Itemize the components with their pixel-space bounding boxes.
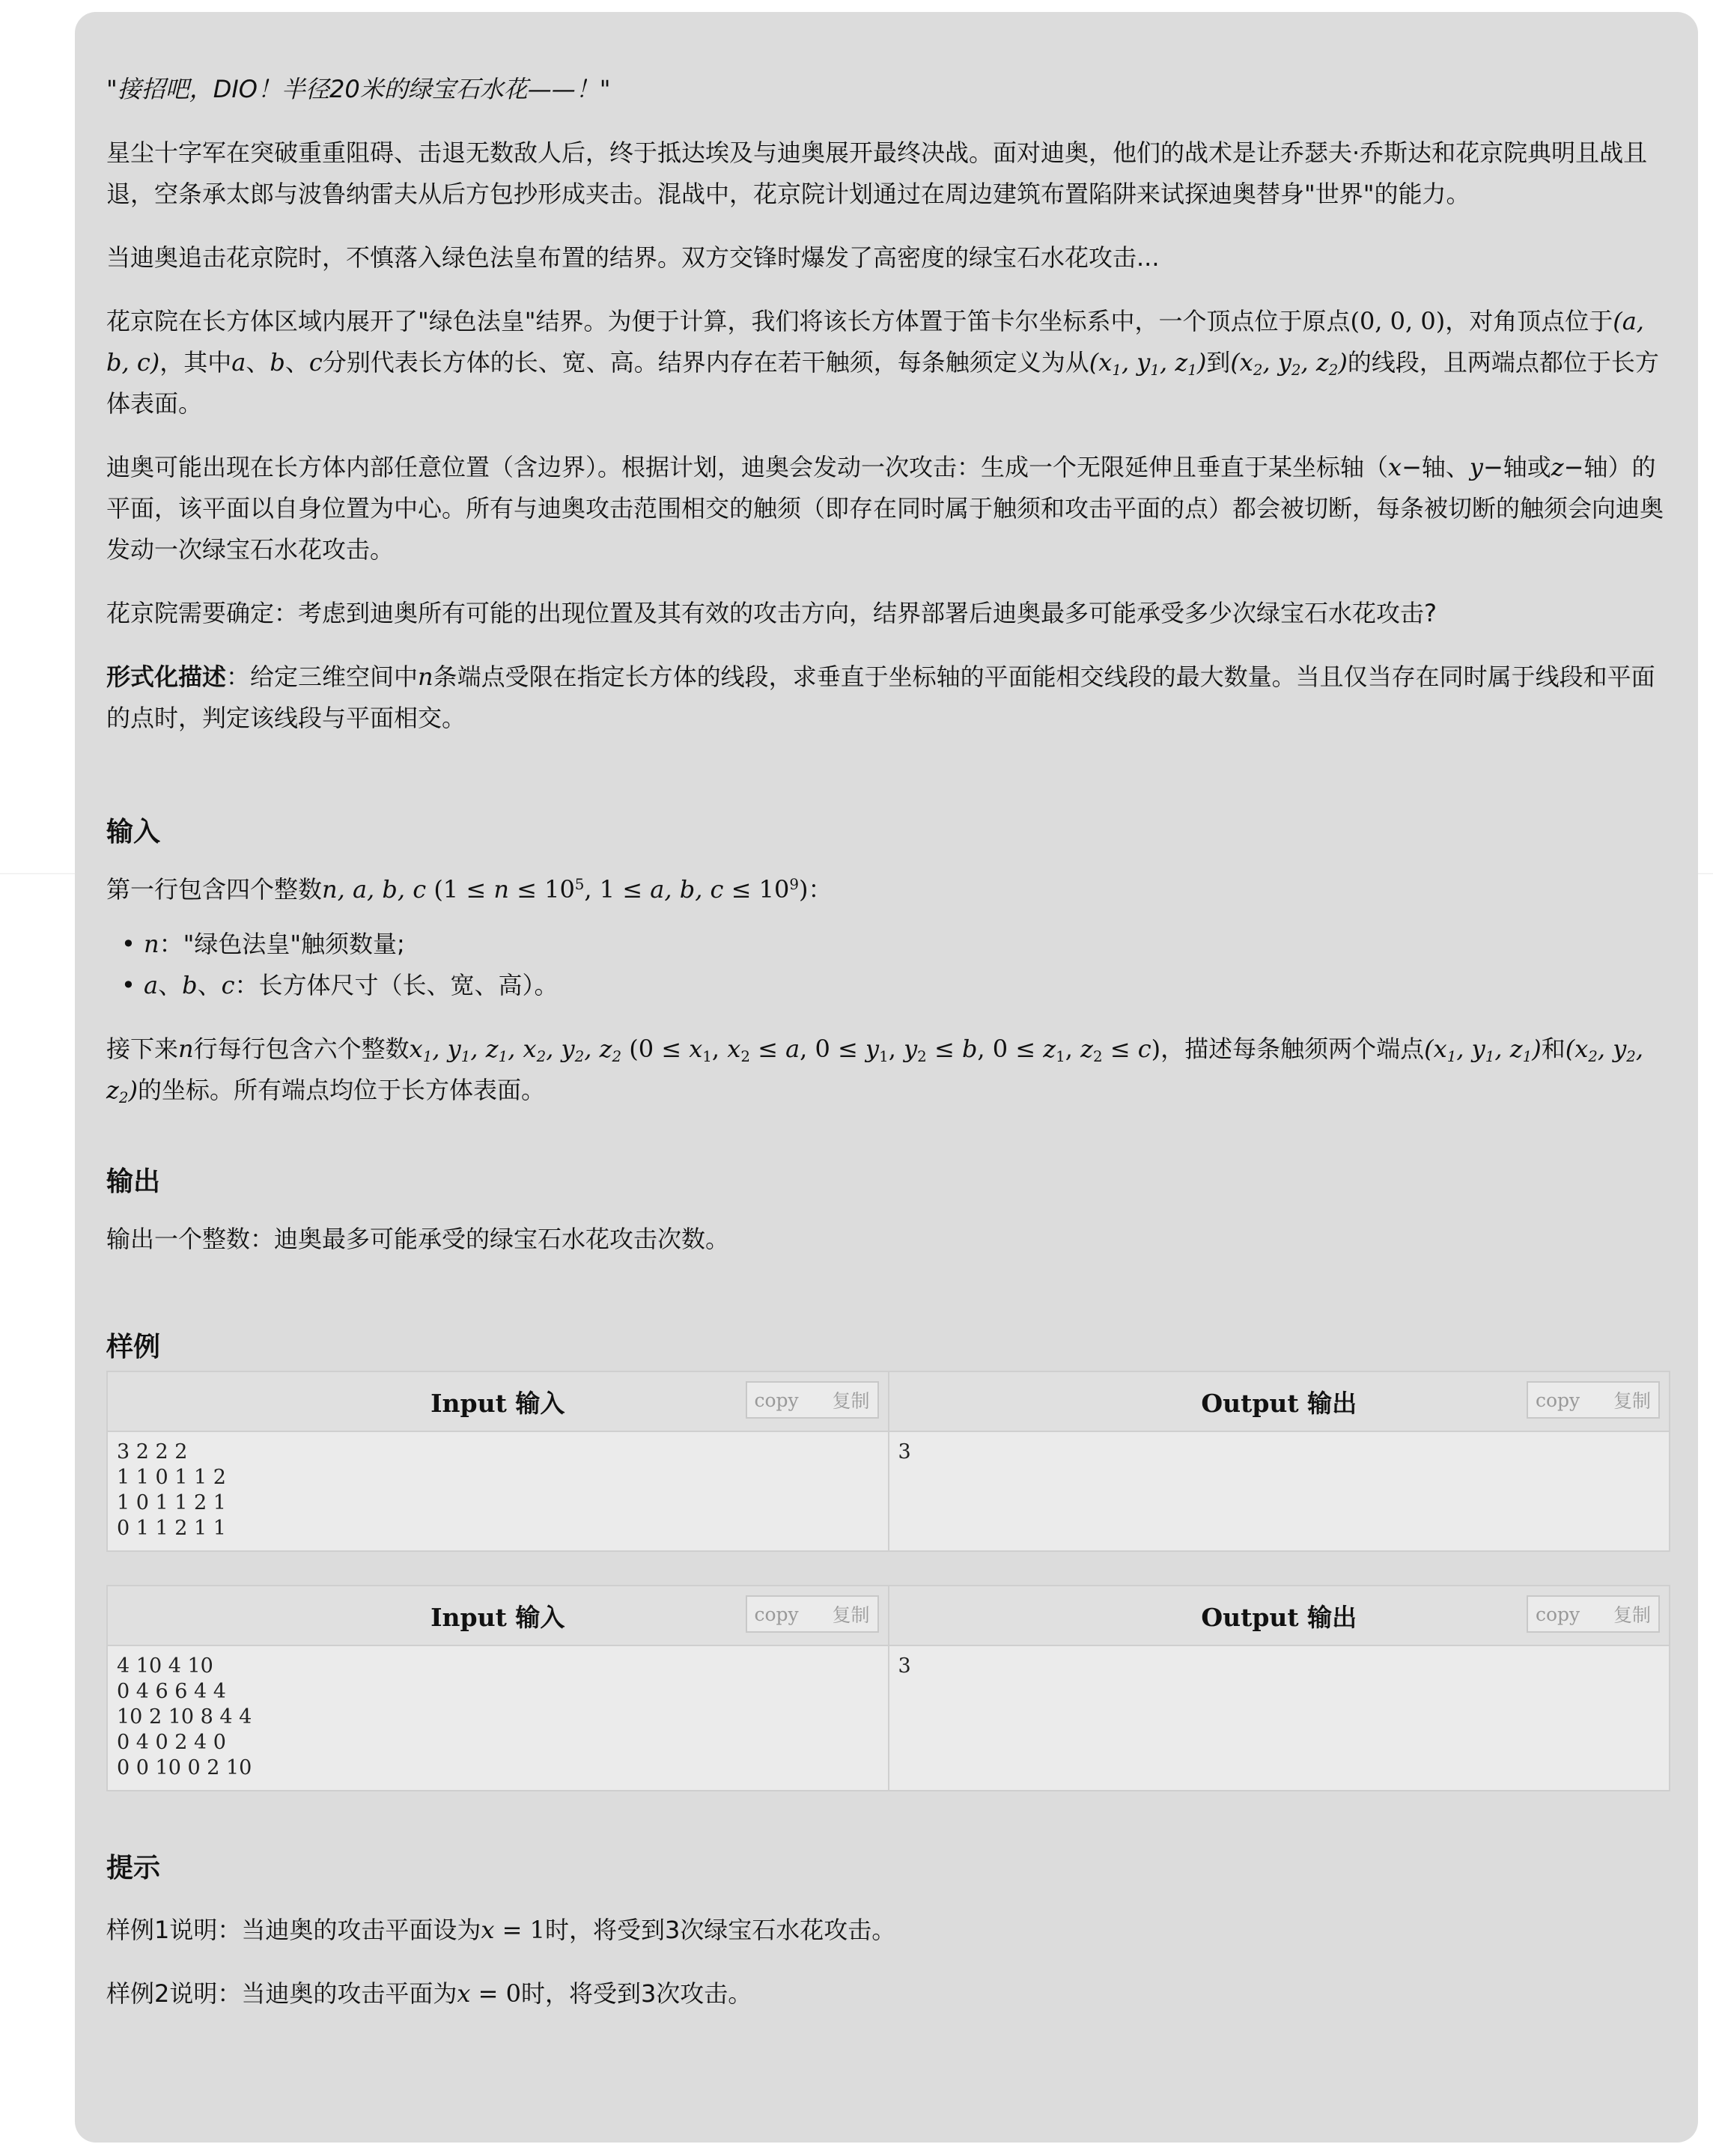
- output-description: 输出一个整数：迪奥最多可能承受的绿宝石水花攻击次数。: [106, 1225, 730, 1253]
- sample-output-header: Output 输出 copy 复制: [889, 1372, 1670, 1432]
- input-list: [106, 924, 1665, 1006]
- sample-input-content[interactable]: 4 10 4 10 0 4 6 6 4 4 10 2 10 8 4 4 0 4 0 2 4 0 0 0 10 0 2 10: [108, 1646, 888, 1790]
- hint-line-1: 样例1说明：当迪奥的攻击平面设为x = 1时，将受到3次绿宝石水花攻击。: [106, 1916, 896, 1944]
- samples-section-title: 样例: [106, 1332, 161, 1362]
- sample-input-column: [108, 1586, 888, 1790]
- hint-line-2: 样例2说明：当迪奥的攻击平面为x = 0时，将受到3次攻击。: [106, 1979, 752, 2008]
- copy-input-button[interactable]: copy 复制: [746, 1381, 879, 1419]
- copy-output-button[interactable]: copy 复制: [1527, 1595, 1660, 1633]
- story-paragraph-3: 花京院在长方体区域内展开了"绿色法皇"结界。为便于计算，我们将该长方体置于笛卡尔坐标系中，一个顶点位于原点(0, 0, 0)，对角顶点位于(a, b, c)，其中a、b、c分别代表长方体的长、宽、高。结界内存在若干触须，每条触须定义为从($x_1$, $y_1$, $z_1$)到($x_2$, $y_2$, $z_2$)的线段，且两端点都位于长方体表面。: [106, 307, 1659, 418]
- story-quote: "接招吧，DIO！半径20米的绿宝石水花——！": [106, 75, 611, 103]
- formal-description: 形式化描述：给定三维空间中n条端点受限在指定长方体的线段，求垂直于坐标轴的平面能相交线段的最大数量。当且仅当存在同时属于线段和平面的点时，判定该线段与平面相交。: [106, 663, 1655, 732]
- list-item: • a、b、c：长方体尺寸（长、宽、高）。: [144, 965, 1665, 1006]
- sample-input-header: Input 输入 copy 复制: [108, 1372, 888, 1432]
- sample-output-content[interactable]: 3: [889, 1432, 1670, 1550]
- copy-output-button[interactable]: copy 复制: [1527, 1381, 1660, 1419]
- sample-output-content[interactable]: 3: [889, 1646, 1670, 1790]
- story-paragraph-5: 花京院需要确定：考虑到迪奥所有可能的出现位置及其有效的攻击方向，结界部署后迪奥最多可能承受多少次绿宝石水花攻击?: [106, 599, 1437, 627]
- input-line-2: 接下来n行每行包含六个整数$x_1$, $y_1$, $z_1$, $x_2$, $y_2$, $z_2$ ($0 \le x_1$, $x_2 \le a$, $0 \le y_1$, $y_2 \le b$, $0 \le z_1$, $z_2 \le c$)，描述每条触须两个端点($x_1$, $y_1$, $z_1$)和($x_2$, $y_2$, $z_2$)的坐标。所有端点均位于长方体表面。: [106, 1035, 1644, 1106]
- sample-input-column: [108, 1372, 888, 1550]
- story-paragraph-1: 星尘十字军在突破重重阻碍、击退无数敌人后，终于抵达埃及与迪奥展开最终决战。面对迪奥，他们的战术是让乔瑟夫·乔斯达和花京院典明且战且退，空条承太郎与波鲁纳雷夫从后方包抄形成夹击。混战中，花京院计划通过在周边建筑布置陷阱来试探迪奥替身"世界"的能力。: [106, 138, 1648, 208]
- output-section-title: 输出: [106, 1166, 161, 1197]
- list-item: • n："绿色法皇"触须数量;: [144, 924, 1665, 965]
- sample-input-header: Input 输入 copy 复制: [108, 1586, 888, 1646]
- sample-output-column: [888, 1372, 1670, 1550]
- copy-input-button[interactable]: copy 复制: [746, 1595, 879, 1633]
- input-section-title: 输入: [106, 817, 161, 847]
- story-paragraph-2: 当迪奥追击花京院时，不慎落入绿色法皇布置的结界。双方交锋时爆发了高密度的绿宝石水花攻击...: [106, 243, 1160, 272]
- sample-output-column: [888, 1586, 1670, 1790]
- sample-block-2: [106, 1585, 1670, 1791]
- input-line-1: 第一行包含四个整数n, a, b, c ($1 \le n \le 10^5$, 1 ≤ a, b, $c \le 10^9$)：: [106, 875, 833, 904]
- sample-output-header: Output 输出 copy 复制: [889, 1586, 1670, 1646]
- story-paragraph-4: 迪奥可能出现在长方体内部任意位置（含边界）。根据计划，迪奥会发动一次攻击：生成一个无限延伸且垂直于某坐标轴（x−轴、y−轴或z−轴）的平面，该平面以自身位置为中心。所有与迪奥攻击范围相交的触须（即存在同时属于触须和攻击平面的点）都会被切断，每条被切断的触须会向迪奥发动一次绿宝石水花攻击。: [106, 453, 1664, 564]
- hint-section-title: 提示: [106, 1853, 161, 1884]
- sample-block-1: [106, 1371, 1670, 1552]
- problem-panel: [75, 12, 1698, 2143]
- sample-input-content[interactable]: 3 2 2 2 1 1 0 1 1 2 1 0 1 1 2 1 0 1 1 2 1 1: [108, 1432, 888, 1550]
